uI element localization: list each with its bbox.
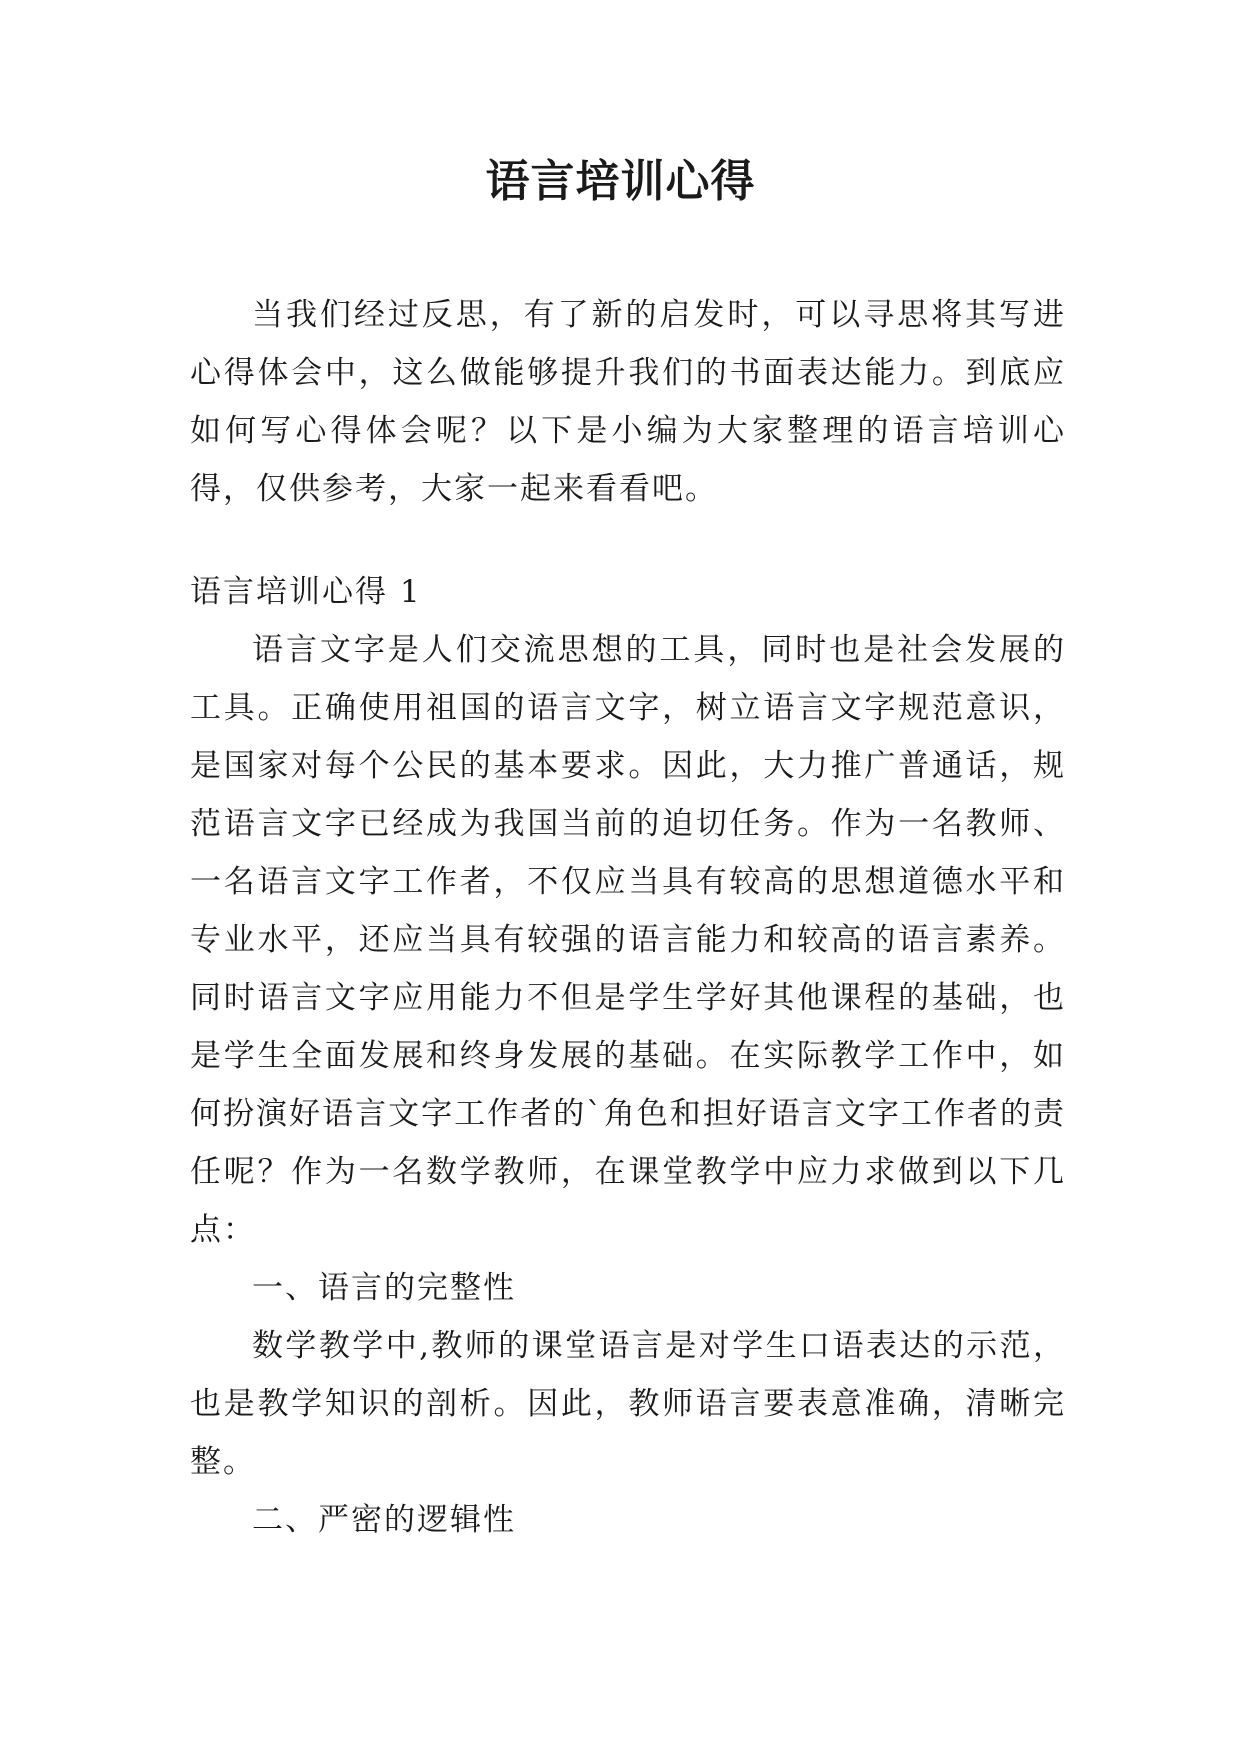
paragraph-gap xyxy=(190,518,1066,563)
section-heading: 语言培训心得 1 xyxy=(190,574,422,610)
document-body xyxy=(190,286,1066,1549)
document-title: 语言培训心得 xyxy=(485,156,756,207)
point-paragraph-1: 数学教学中,教师的课堂语言是对学生口语表达的示范，也是教学知识的剖析。因此，教师语言要表意准确，清晰完整。 xyxy=(190,1328,1066,1480)
intro-paragraph: 当我们经过反思，有了新的启发时，可以寻思将其写进心得体会中，这么做能够提升我们的书面表达能力。到底应如何写心得体会呢？以下是小编为大家整理的语言培训心得，仅供参考，大家一起来看看吧。 xyxy=(190,297,1066,507)
section-paragraph: 语言文字是人们交流思想的工具，同时也是社会发展的工具。正确使用祖国的语言文字，树立语言文字规范意识，是国家对每个公民的基本要求。因此，大力推广普通话，规范语言文字已经成为我国当前的迫切任务。作为一名教师、一名语言文字工作者，不仅应当具有较高的思想道德水平和专业水平，还应当具有较强的语言能力和较高的语言素养。同时语言文字应用能力不但是学生学好其他课程的基础，也是学生全面发展和终身发展的基础。在实际教学工作中，如何扮演好语言文字工作者的`角色和担好语言文字工作者的责任呢？作为一名数学教师，在课堂教学中应力求做到以下几点： xyxy=(190,632,1066,1248)
point-heading-2: 二、严密的逻辑性 xyxy=(252,1502,516,1538)
point-heading-1: 一、语言的完整性 xyxy=(252,1270,516,1306)
